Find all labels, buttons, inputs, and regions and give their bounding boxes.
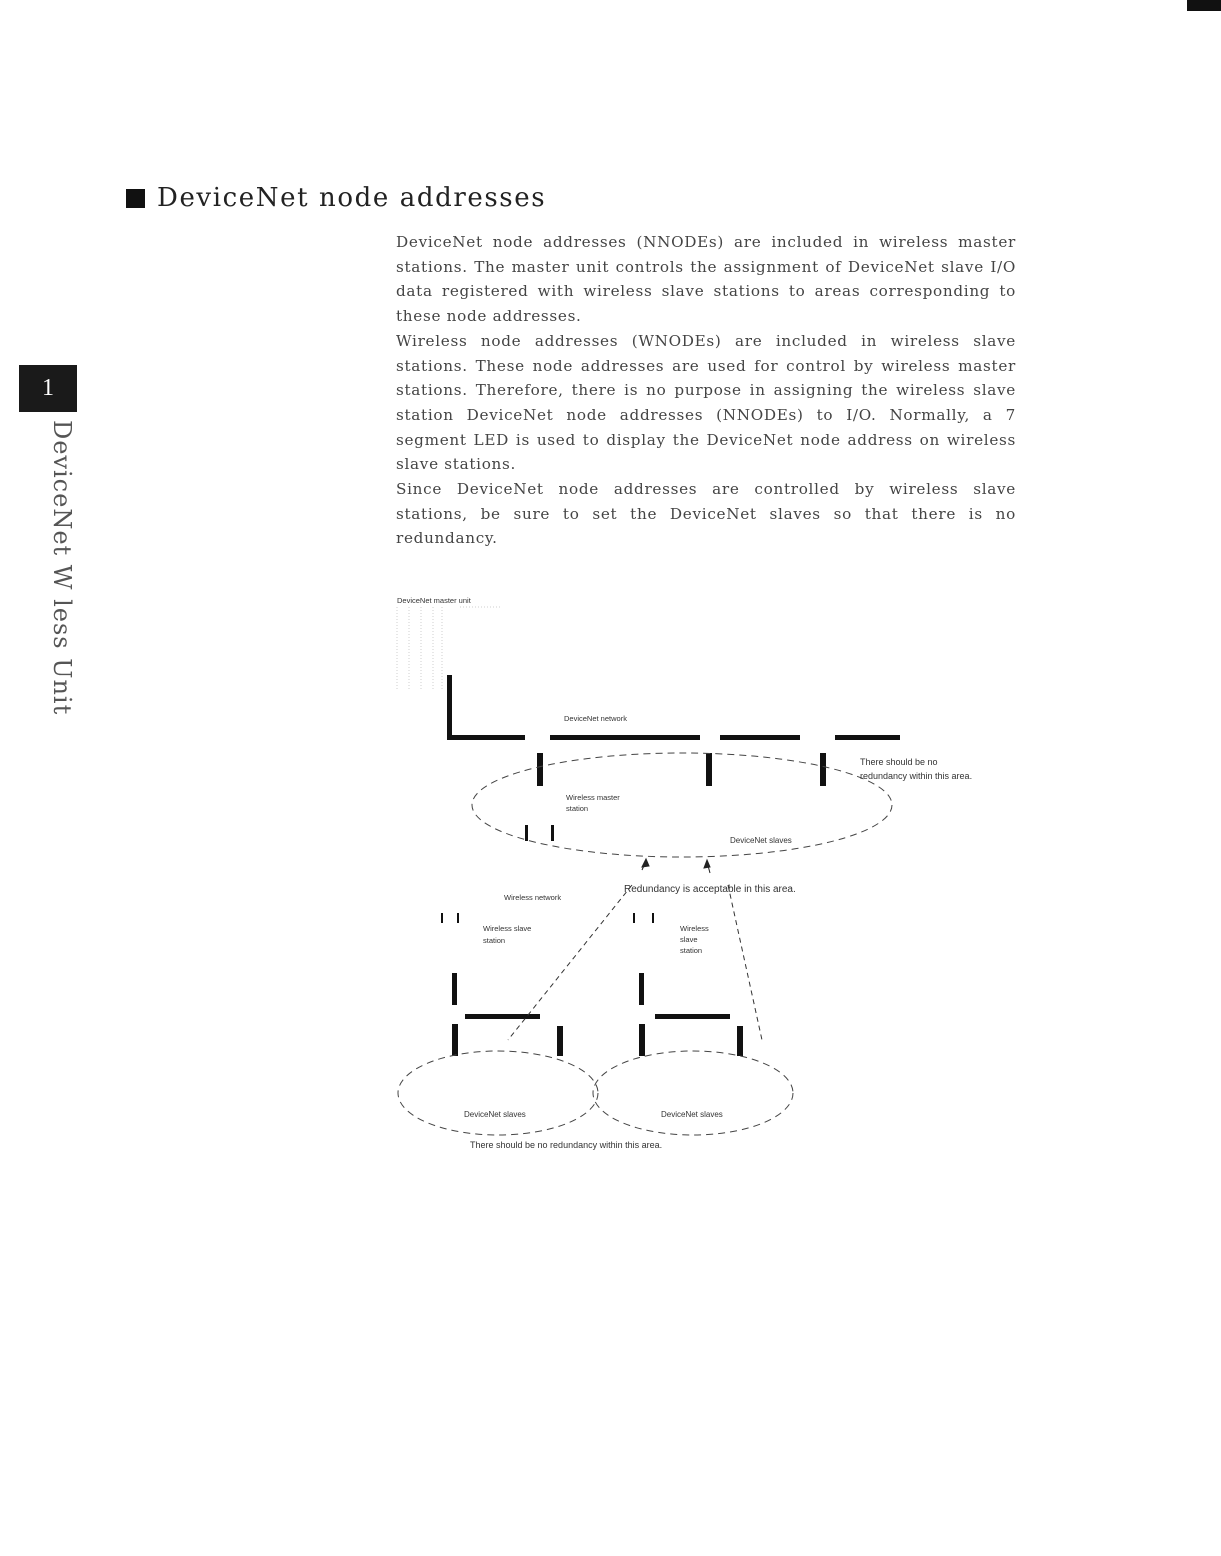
page-title: DeviceNet node addresses [157, 183, 547, 213]
label-wireless-network: Wireless network [504, 893, 562, 902]
label-slave-right-1: Wireless [680, 924, 709, 933]
label-master-unit: DeviceNet master unit [397, 596, 471, 605]
label-devicenet-network: DeviceNet network [564, 714, 627, 723]
chapter-number-tab: 1 [19, 365, 77, 412]
section-heading [126, 178, 546, 218]
upward-arrows [642, 859, 710, 873]
master-drop-lines [537, 753, 826, 786]
paragraph-wnode: Wireless node addresses (WNODEs) are included in wireless slave stations. These node addresses are used for control by wireless master stations. Therefore, there is no purpose in assigning the wireless slave station DeviceNet node addresses (NNODEs) to I/O. Normally, a 7 segment LED is used to display the DeviceNet node address on wireless slave stations. [396, 331, 1016, 474]
label-redundancy-acceptable: Redundancy is acceptable in this area. [624, 884, 796, 895]
left-slave-station [441, 913, 563, 1056]
label-bottom-note: There should be no redundancy within this area. [470, 1140, 663, 1150]
square-bullet-icon [126, 189, 145, 208]
paragraph-nnode: DeviceNet node addresses (NNODEs) are included in wireless master stations. The master unit controls the assignment of DeviceNet slave I/O data registered with wireless slave stations to areas corresponding to these node addresses. [396, 233, 1016, 326]
label-slave-right-3: station [680, 946, 703, 955]
label-no-redundancy-1: There should be no [860, 757, 938, 767]
upper-ellipse [472, 753, 892, 857]
label-slave-right-2: slave [680, 935, 698, 944]
label-slave-left-2: station [483, 936, 506, 945]
lower-ellipses [398, 1051, 793, 1135]
label-bottom-slaves-right: DeviceNet slaves [661, 1110, 723, 1119]
label-bottom-slaves-left: DeviceNet slaves [464, 1110, 526, 1119]
corner-mark [1187, 0, 1221, 11]
label-slave-left-1: Wireless slave [483, 924, 532, 933]
label-no-redundancy-2: redundancy within this area. [860, 771, 973, 781]
master-station-bars [525, 825, 554, 841]
chapter-title-vertical: DeviceNet W less Unit [48, 420, 76, 716]
label-wireless-master-1: Wireless master [566, 793, 620, 802]
devicenet-trunk [447, 675, 900, 740]
network-diagram [380, 585, 1040, 1165]
body-text [396, 230, 1016, 551]
label-devicenet-slaves: DeviceNet slaves [730, 836, 792, 845]
paragraph-redundancy: Since DeviceNet node addresses are controlled by wireless slave stations, be sure to set the DeviceNet slaves so that there is no redundancy. [396, 480, 1016, 548]
label-wireless-master-2: station [566, 804, 589, 813]
